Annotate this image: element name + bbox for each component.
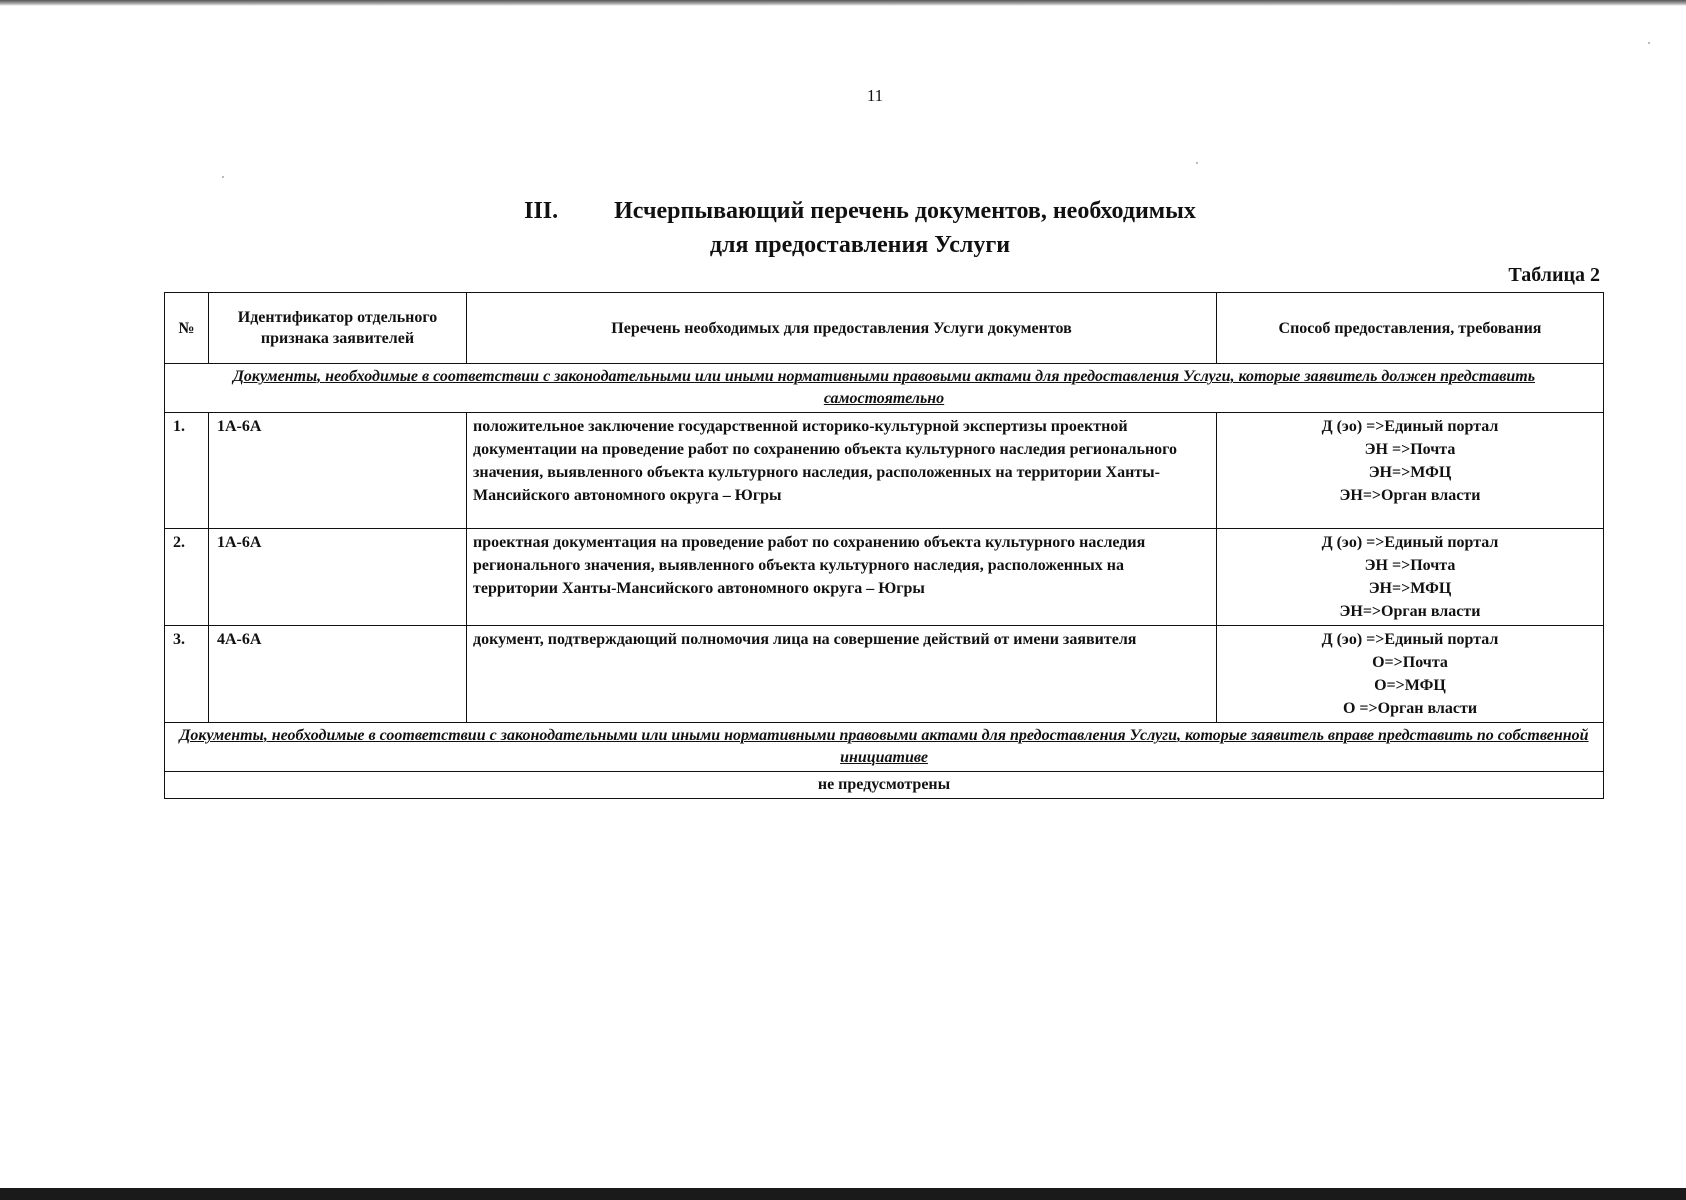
method-item: Д (эо) =>Единый портал [1321, 534, 1499, 551]
header-identifier: Идентификатор отдельного признака заявителей [209, 293, 467, 364]
row-methods [1217, 413, 1604, 529]
table-caption: Таблица 2 [1508, 264, 1600, 286]
section-title [360, 194, 1360, 262]
section-mandatory-text: Документы, необходимые в соответствии с законодательными или иными нормативными правовыми актами для предоставления Услуги, которые заявитель должен представить самостоятельно [232, 368, 1536, 407]
optional-value: не предусмотрены [165, 772, 1604, 799]
page-number: 11 [866, 86, 884, 105]
scan-speck [222, 176, 224, 178]
section-title-text-1: Исчерпывающий перечень документов, необходимых [614, 198, 1196, 224]
row-document: проектная документация на проведение работ по сохранению объекта культурного наследия регионального значения, выявленного объекта культурного наследия, расположенных на территории Ханты-Мансийского автономного округа – Югры [467, 529, 1217, 626]
section-optional-text: Документы, необходимые в соответствии с законодательными или иными нормативными правовыми актами для предоставления Услуги, которые заявитель вправе представить по собственной инициативе [179, 727, 1589, 766]
row-identifier: 1А-6А [209, 529, 467, 626]
section-title-line-1 [360, 194, 1360, 228]
table-header-row [165, 293, 1604, 364]
method-item: ЭН=>МФЦ [1368, 580, 1452, 597]
header-method: Способ предоставления, требования [1217, 293, 1604, 364]
method-item: Д (эо) =>Единый портал [1321, 418, 1499, 435]
section-row-mandatory [165, 364, 1604, 413]
row-number: 3. [165, 626, 209, 723]
section-title-line-2: для предоставления Услуги [709, 232, 1011, 258]
section-row-optional [165, 723, 1604, 772]
method-item: ЭН =>Почта [1364, 441, 1456, 458]
table-row [165, 626, 1604, 723]
method-item: О =>Орган власти [1342, 700, 1478, 717]
row-number: 1. [165, 413, 209, 529]
method-item: О=>Почта [1372, 654, 1448, 671]
method-item: ЭН=>МФЦ [1368, 464, 1452, 481]
row-identifier: 1А-6А [209, 413, 467, 529]
method-item: ЭН=>Орган власти [1339, 487, 1481, 504]
header-no: № [165, 293, 209, 364]
row-number: 2. [165, 529, 209, 626]
method-item: Д (эо) =>Единый портал [1321, 631, 1499, 648]
method-item: ЭН=>Орган власти [1339, 603, 1481, 620]
table-row [165, 413, 1604, 529]
section-optional-cell [165, 723, 1604, 772]
optional-value-row [165, 772, 1604, 799]
table-row [165, 529, 1604, 626]
row-document: документ, подтверждающий полномочия лица на совершение действий от имени заявителя [467, 626, 1217, 723]
method-item: О=>МФЦ [1374, 677, 1446, 694]
row-methods [1217, 529, 1604, 626]
documents-table [164, 292, 1604, 799]
row-document: положительное заключение государственной историко-культурной экспертизы проектной документации на проведение работ по сохранению объекта культурного наследия регионального значения, выявленного объекта культурного наследия, расположенных на территории Ханты-Мансийского автономного округа – Югры [467, 413, 1217, 529]
scan-edge-top [0, 0, 1686, 6]
section-mandatory-cell [165, 364, 1604, 413]
scan-speck [1196, 162, 1198, 164]
row-identifier: 4А-6А [209, 626, 467, 723]
section-numeral: III. [524, 198, 559, 224]
header-documents: Перечень необходимых для предоставления Услуги документов [467, 293, 1217, 364]
scan-edge-bottom [0, 1188, 1686, 1200]
method-item: ЭН =>Почта [1364, 557, 1456, 574]
scan-speck [1648, 42, 1650, 44]
row-methods [1217, 626, 1604, 723]
